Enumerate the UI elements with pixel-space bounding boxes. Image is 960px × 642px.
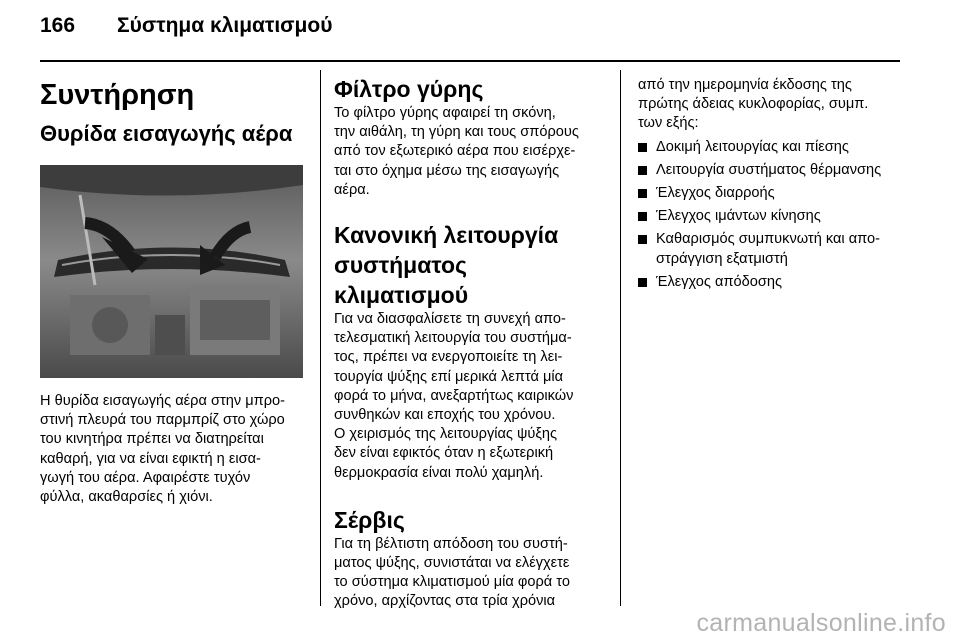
list-item: Λειτουργία συστήματος θέρμανσης — [638, 161, 903, 180]
header-rule — [40, 60, 900, 62]
list-item: Έλεγχος απόδοσης — [638, 273, 903, 292]
engine-bay-photo — [40, 165, 303, 378]
bullet-icon — [638, 278, 647, 287]
section-title-service: Σέρβις — [334, 506, 405, 533]
section-heading-maintenance: Συντήρηση — [40, 79, 195, 111]
service-checklist — [638, 138, 903, 292]
section-title-normal-operation: Κανονική λειτουργία συστήματος κλιματισμού — [334, 222, 559, 309]
section-title-pollen-filter: Φίλτρο γύρης — [334, 76, 484, 102]
bullet-icon — [638, 212, 647, 221]
service-text: Για τη βέλτιστη απόδοση του συστή- ματος ψύξης, συνιστάται να ελέγχετε το σύστημα κλιματισμού μία φορά το χρόνο, αρχίζοντας στα τρία χρόνια — [334, 535, 570, 610]
bullet-icon — [638, 166, 647, 175]
bullet-icon — [638, 143, 647, 152]
column-divider-right — [620, 70, 621, 606]
column-service-list — [638, 70, 903, 292]
column-divider-left — [320, 70, 321, 606]
column-maintenance — [40, 70, 305, 507]
list-item: Δοκιμή λειτουργίας και πίεσης — [638, 138, 903, 157]
page-number: 166 — [40, 14, 76, 37]
watermark[interactable]: carmanualsonline.info — [696, 609, 946, 637]
list-item: Καθαρισμός συμπυκνωτή και απο- στράγγιση εξατμιστή — [638, 230, 903, 268]
subheading-air-intake: Θυρίδα εισαγωγής αέρα — [40, 121, 293, 146]
service-intro-text: από την ημερομηνία έκδοσης της πρώτης άδειας κυκλοφορίας, συμπ. των εξής: — [638, 77, 869, 132]
bullet-icon — [638, 235, 647, 244]
normal-operation-text: Για να διασφαλίσετε τη συνεχή απο- τελεσματική λειτουργία του συστήμα- τος, πρέπει να ενεργοποιείτε τη λει- τουργία ψύξης επί μερικά λεπτά μία φορά το μήνα, ανεξαρτήτως καιρικών συνθηκών και εποχής του χρόνου. Ο χειρισμός της λειτουργίας ψύξης δεν είναι εφικτός όταν η εξωτερική θερμοκρασία είναι πολύ χαμηλή. — [334, 311, 574, 481]
air-intake-text: Η θυρίδα εισαγωγής αέρα στην μπρο- στινή πλευρά του παρμπρίζ στο χώρο του κινητήρα πρέπει να διατηρείται καθαρή, για να είναι εφικτή η εισα- γωγή του αέρα. Αφαιρέστε τυχόν φύλλα, ακαθαρσίες ή χιόνι. — [40, 393, 285, 506]
list-item: Έλεγχος διαρροής — [638, 184, 903, 203]
bullet-icon — [638, 189, 647, 198]
chapter-title: Σύστημα κλιματισμού — [117, 14, 333, 37]
list-item: Έλεγχος ιμάντων κίνησης — [638, 207, 903, 226]
column-pollen-filter — [334, 70, 602, 612]
pollen-filter-text: Το φίλτρο γύρης αφαιρεί τη σκόνη, την αιθάλη, τη γύρη και τους σπόρους από τον εξωτερικό αέρα που εισέρχε- ται στο όχημα μέσω της εισαγωγής αέρα. — [334, 105, 579, 198]
